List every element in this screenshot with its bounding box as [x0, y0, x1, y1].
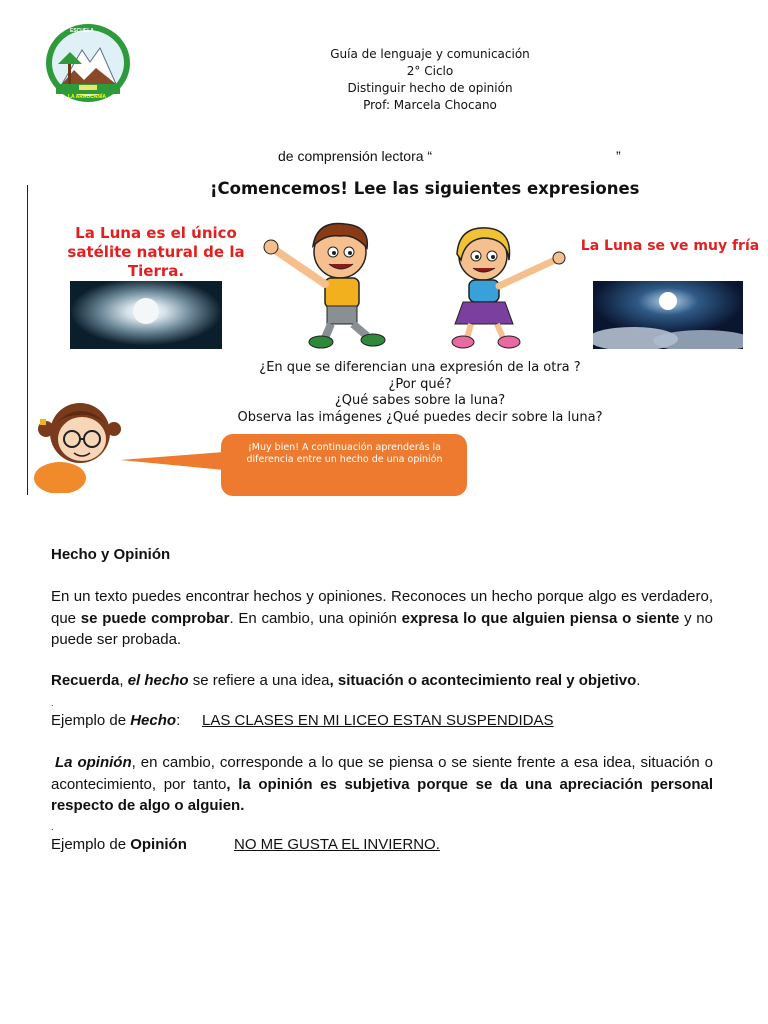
paragraph-text: . [636, 672, 641, 689]
question-item: ¿Por qué? [388, 376, 452, 392]
paragraph-bold-text: , situación o acontecimiento real y objetivo [329, 672, 637, 689]
question-item: Observa las imágenes ¿Qué puedes decir sobre la luna? [237, 409, 603, 425]
header-teacher: Prof: Marcela Chocano [363, 98, 497, 112]
section-title: Hecho y Opinión [51, 546, 171, 563]
intro-headline: ¡Comencemos! Lee las siguientes expresiones [210, 179, 640, 198]
example-label: : [176, 712, 181, 729]
header-subject: Guía de lenguaje y comunicación [330, 47, 530, 61]
margin-line [27, 185, 28, 495]
paragraph-text: . En cambio, una opinión [229, 609, 402, 627]
header-topic: Distinguir hecho de opinión [347, 81, 513, 95]
paragraph-bold-text: expresa lo que alguien piensa o siente [401, 609, 680, 627]
paragraph-bold-italic-text: La opinión [55, 754, 132, 771]
example-opinion-value: NO ME GUSTA EL INVIERNO. [234, 836, 440, 853]
speech-bubble-text: ¡Muy bien! A continuación aprenderás la diferencia entre un hecho de una opinión [246, 442, 443, 465]
logo-bottom-text: LA ARAUCANÍA [68, 94, 106, 100]
subtitle-line [278, 148, 638, 164]
paragraph-opinion [51, 752, 713, 817]
fact-statement: La Luna es el único satélite natural de la Tierra. [67, 224, 245, 280]
question-item: ¿En que se diferencian una expresión de la otra ? [259, 360, 581, 375]
girl-with-glasses-illustration [30, 393, 122, 493]
example-fact-value: LAS CLASES EN MI LICEO ESTAN SUSPENDIDAS [202, 712, 554, 729]
logo-top-text: ESCUELA [70, 28, 94, 34]
school-logo [44, 22, 132, 104]
paragraph-text: , en cambio, corresponde a lo que se piensa o se siente frente a esa idea, situación o acontecimiento, por tanto [51, 754, 713, 793]
intro-questions [180, 360, 660, 426]
paragraph-facts-opinions [51, 586, 713, 651]
example-label: Ejemplo de [51, 836, 131, 853]
example-fact [51, 712, 180, 729]
moon-image-right [593, 281, 743, 349]
paragraph-bold-text: Recuerda [51, 672, 120, 689]
kids-pointing-illustration [255, 220, 575, 355]
paragraph-text: y no puede ser probada. [51, 609, 713, 648]
paragraph-text: se refiere a una idea [188, 672, 330, 689]
paragraph-bold-text: se puede comprobar [80, 609, 230, 627]
paragraph-remember [51, 670, 713, 692]
example-opinion [51, 836, 187, 853]
paragraph-text: , [119, 672, 128, 689]
opinion-statement: La Luna se ve muy fría [580, 238, 760, 254]
paragraph-text: En un texto puedes encontrar hechos y opiniones. Reconoces un hecho porque algo es verdadero, que [51, 588, 713, 627]
document-header [250, 46, 610, 114]
moon-image-left [70, 281, 222, 349]
header-cycle: 2° Ciclo [406, 64, 454, 78]
subtitle-text: de comprensión lectora “ [278, 148, 433, 164]
example-label-bold: Opinión [130, 836, 187, 853]
paragraph-bold-text: , la opinión es subjetiva porque se da una apreciación personal respecto de algo o alguien. [51, 775, 713, 814]
subtitle-close-quote: ” [616, 148, 621, 164]
example-label: Ejemplo de [51, 712, 131, 729]
question-item: ¿Qué sabes sobre la luna? [334, 393, 506, 408]
small-dot: . [51, 698, 54, 708]
example-label-bold: Hecho [130, 712, 177, 729]
paragraph-bold-italic-text: el hecho [127, 672, 189, 689]
small-dot: . [51, 822, 54, 832]
